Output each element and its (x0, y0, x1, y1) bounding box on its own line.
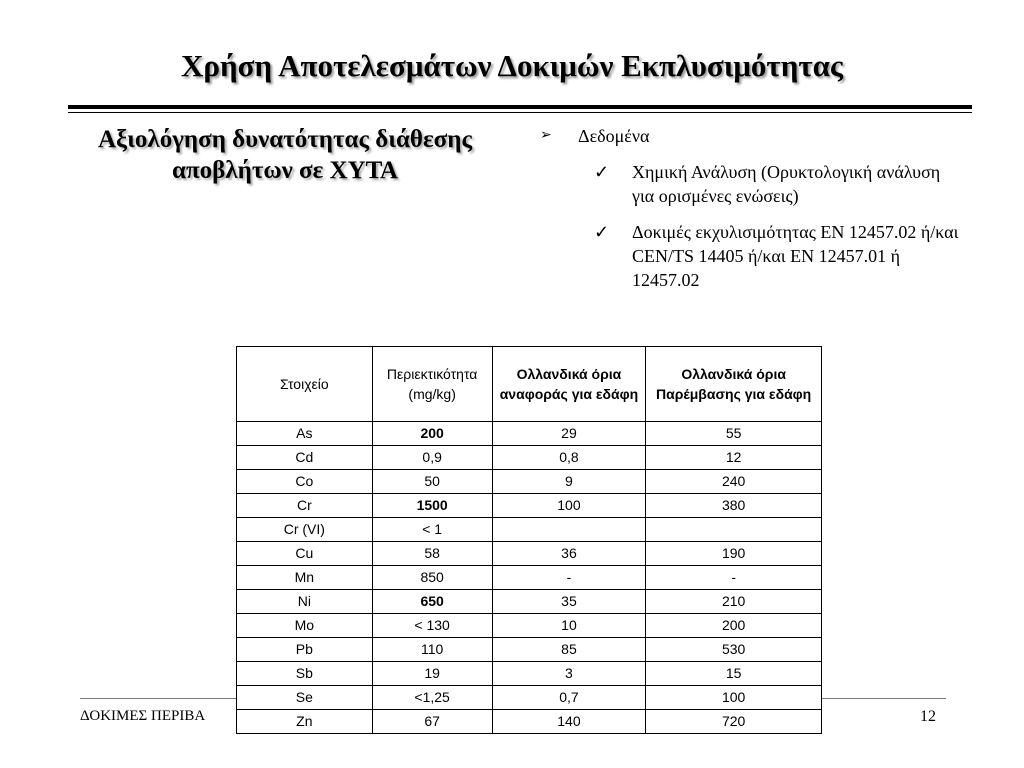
table-body (237, 422, 822, 734)
cell-reference: 36 (492, 542, 646, 566)
arrow-bullet-icon: ➢ (540, 128, 552, 143)
page-number: 12 (920, 708, 936, 725)
table-row (237, 470, 822, 494)
cell-intervention: 55 (646, 422, 822, 446)
cell-content: 58 (372, 542, 492, 566)
cell-reference: 35 (492, 590, 646, 614)
cell-content: 200 (372, 422, 492, 446)
cell-reference: 100 (492, 494, 646, 518)
cell-content: 67 (372, 710, 492, 734)
cell-intervention: 190 (646, 542, 822, 566)
table-row (237, 638, 822, 662)
header-content: Περιεκτικότητα (mg/kg) (372, 347, 492, 422)
cell-reference (492, 518, 646, 542)
bullet-sub-2 (540, 220, 960, 292)
cell-content: < 1 (372, 518, 492, 542)
cell-reference: 3 (492, 662, 646, 686)
cell-reference: 0,8 (492, 446, 646, 470)
cell-intervention: 240 (646, 470, 822, 494)
cell-intervention: 210 (646, 590, 822, 614)
cell-element: Mn (237, 566, 373, 590)
table-row (237, 422, 822, 446)
header-intervention-limits: Ολλανδικά όρια Παρέμβασης για εδάφη (646, 347, 822, 422)
cell-reference: 85 (492, 638, 646, 662)
bullet-sub-1-text: Χημική Ανάλυση (Ορυκτολογική ανάλυση για ορισμένες ενώσεις) (632, 162, 941, 206)
header-element: Στοιχείο (237, 347, 373, 422)
bullet-sub-1 (540, 160, 960, 208)
subtitle-line-2: αποβλήτων σε ΧΥΤΑ (172, 157, 398, 184)
cell-element: Se (237, 686, 373, 710)
cell-content: 650 (372, 590, 492, 614)
cell-intervention: 530 (646, 638, 822, 662)
cell-element: Cd (237, 446, 373, 470)
bullet-main (540, 124, 960, 148)
cell-element: Mo (237, 614, 373, 638)
cell-element: Cr (237, 494, 373, 518)
cell-content: 0,9 (372, 446, 492, 470)
cell-element: Ni (237, 590, 373, 614)
bullet-sub-2-text: Δοκιμές εκχυλισιμότητας EN 12457.02 ή/και CEN/TS 14405 ή/και EN 12457.01 ή 12457.02 (632, 222, 959, 290)
table-row (237, 566, 822, 590)
cell-element: Co (237, 470, 373, 494)
slide-subtitle (60, 124, 510, 186)
table-row (237, 614, 822, 638)
bullet-main-text: Δεδομένα (578, 126, 650, 146)
cell-content: 110 (372, 638, 492, 662)
cell-element: Sb (237, 662, 373, 686)
cell-intervention: 15 (646, 662, 822, 686)
cell-reference: 9 (492, 470, 646, 494)
cell-intervention: 12 (646, 446, 822, 470)
table-header-row (237, 347, 822, 422)
title-divider-thick (68, 105, 972, 109)
table-row (237, 518, 822, 542)
header-reference-limits: Ολλανδικά όρια αναφοράς για εδάφη (492, 347, 646, 422)
table-row (237, 590, 822, 614)
cell-content: <1,25 (372, 686, 492, 710)
cell-content: 19 (372, 662, 492, 686)
cell-content: 50 (372, 470, 492, 494)
footer-text: ΔΟΚΙΜΕΣ ΠΕΡΙΒΑ (80, 708, 206, 724)
slide-title: Χρήση Αποτελεσμάτων Δοκιμών Εκπλυσιμότητας (181, 48, 843, 83)
checkmark-icon: ✓ (594, 222, 610, 242)
cell-reference: 10 (492, 614, 646, 638)
cell-intervention: 380 (646, 494, 822, 518)
table-row (237, 542, 822, 566)
cell-content: 850 (372, 566, 492, 590)
cell-element: Cr (VI) (237, 518, 373, 542)
table-row (237, 710, 822, 734)
cell-intervention (646, 518, 822, 542)
cell-reference: 0,7 (492, 686, 646, 710)
cell-element: Zn (237, 710, 373, 734)
table-row (237, 662, 822, 686)
checkmark-icon: ✓ (594, 162, 610, 182)
cell-content: 1500 (372, 494, 492, 518)
cell-reference: 29 (492, 422, 646, 446)
table-row (237, 686, 822, 710)
cell-element: Pb (237, 638, 373, 662)
cell-intervention: 200 (646, 614, 822, 638)
cell-reference: 140 (492, 710, 646, 734)
cell-intervention: 720 (646, 710, 822, 734)
cell-element: Cu (237, 542, 373, 566)
table-row (237, 446, 822, 470)
cell-intervention: - (646, 566, 822, 590)
title-divider-thin (68, 112, 972, 113)
leaching-limits-table (236, 346, 822, 734)
bullet-list (540, 122, 960, 292)
cell-element: As (237, 422, 373, 446)
cell-reference: - (492, 566, 646, 590)
cell-content: < 130 (372, 614, 492, 638)
subtitle-line-1: Αξιολόγηση δυνατότητας διάθεσης (97, 126, 472, 153)
cell-intervention: 100 (646, 686, 822, 710)
table-row (237, 494, 822, 518)
